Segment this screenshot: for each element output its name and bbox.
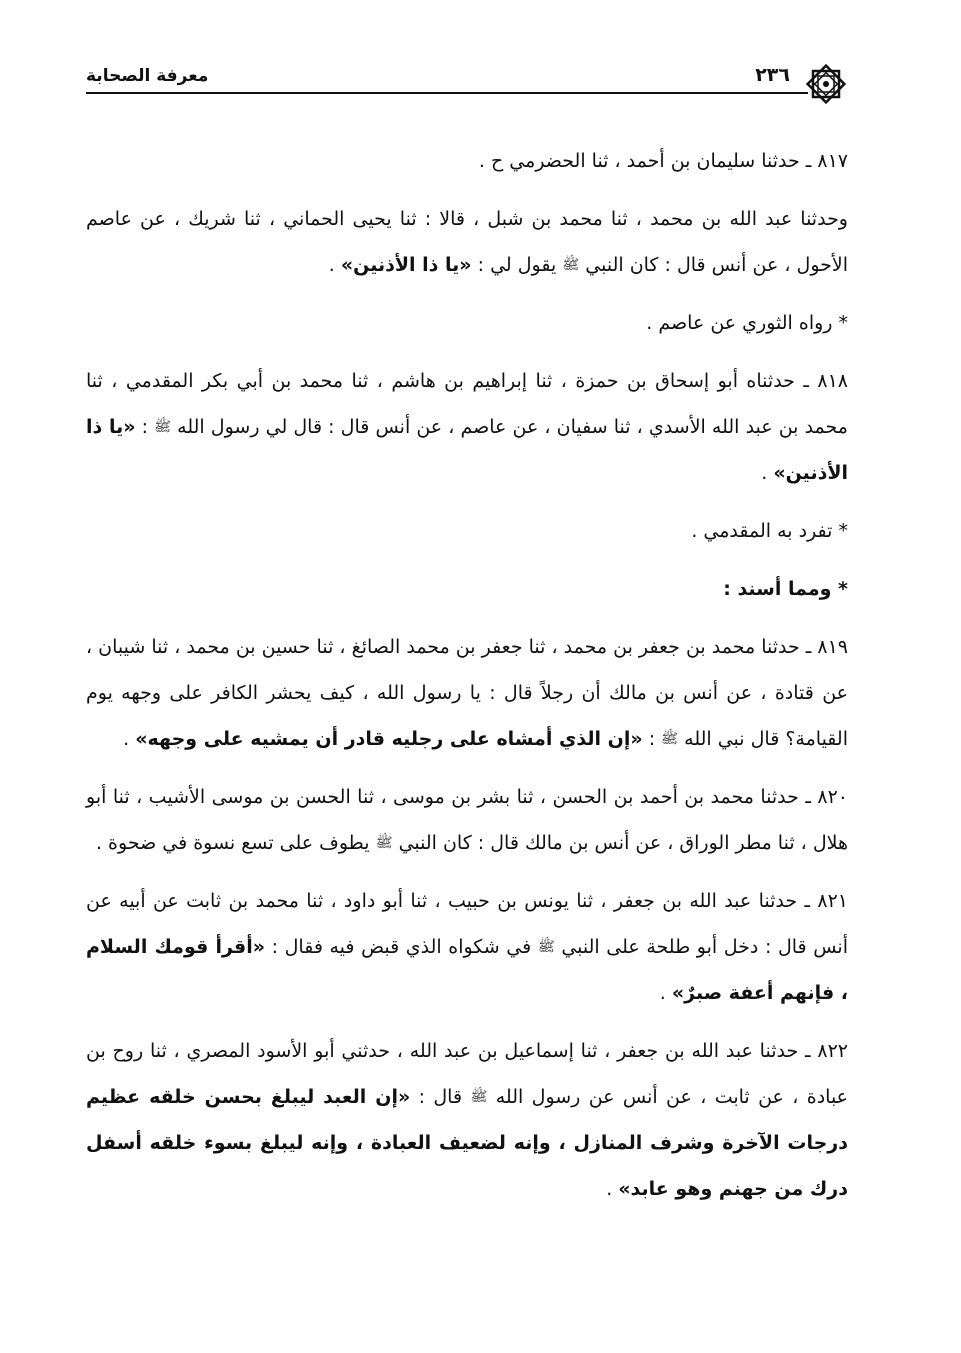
hadith-818: ٨١٨ ـ حدثناه أبو إسحاق بن حمزة ، ثنا إبراهيم بن هاشم ، ثنا محمد بن أبي بكر المقدمي ، ثنا محمد بن عبد الله الأسدي ، ثنا سفيان ، عن عاصم ، عن أنس قال : قال لي رسول الله ﷺ : «يا ذا الأذنين» . <box>86 370 848 484</box>
page-number: ٢٣٦ <box>755 64 790 86</box>
prophetic-quote: «إن العبد ليبلغ بحسن خلقه عظيم درجات الآخرة وشرف المنازل ، وإنه لضعيف العبادة ، وإنه ليبلغ بسوء خلقه أسفل درك من جهنم وهو عابد» <box>86 1086 848 1200</box>
salutation-glyph: ﷺ <box>375 835 393 851</box>
hadith-822: ٨٢٢ ـ حدثنا عبد الله بن جعفر ، ثنا إسماعيل بن عبد الله ، حدثني أبو الأسود المصري ، ثنا روح بن عبادة ، عن ثابت ، عن أنس عن رسول الله ﷺ قال : «إن العبد ليبلغ بحسن خلقه عظيم درجات الآخرة وشرف المنازل ، وإنه لضعيف العبادة ، وإنه ليبلغ بسوء خلقه أسفل درك من جهنم وهو عابد» . <box>86 1040 849 1200</box>
prophetic-quote: «أقرأ قومك السلام ، فإنهم أعفة صبرٌ» <box>86 936 848 1004</box>
prophetic-quote: «يا ذا الأذنين» <box>86 416 848 484</box>
salutation-glyph: ﷺ <box>537 939 555 955</box>
note-muqaddami: * تفرد به المقدمي . <box>691 520 848 542</box>
hadith-819: ٨١٩ ـ حدثنا محمد بن جعفر بن محمد ، ثنا جعفر بن محمد الصائغ ، ثنا حسين بن محمد ، ثنا شيبان ، عن قتادة ، عن أنس بن مالك أن رجلاً قال : يا رسول الله ، كيف يحشر الكافر على وجهه يوم القيامة؟ قال نبي الله ﷺ : «إن الذي أمشاه على رجليه قادر أن يمشيه على وجهه» . <box>86 636 848 750</box>
salutation-glyph: ﷺ <box>661 731 679 747</box>
prophetic-quote: «إن الذي أمشاه على رجليه قادر أن يمشيه على وجهه» <box>135 728 643 750</box>
page-body <box>86 138 848 1224</box>
header-rule <box>86 92 808 94</box>
hadith-821: ٨٢١ ـ حدثنا عبد الله بن جعفر ، ثنا يونس بن حبيب ، ثنا أبو داود ، ثنا محمد بن ثابت عن أبيه عن أنس قال : دخل أبو طلحة على النبي ﷺ في شكواه الذي قبض فيه فقال : «أقرأ قومك السلام ، فإنهم أعفة صبرٌ» . <box>86 890 848 1004</box>
hadith-817-text: وحدثنا عبد الله بن محمد ، ثنا محمد بن شبل ، قالا : ثنا يحيى الحماني ، ثنا شريك ، عن عاصم الأحول ، عن أنس قال : كان النبي ﷺ يقول لي : «يا ذا الأذنين» . <box>86 208 848 276</box>
prophetic-quote: «يا ذا الأذنين» <box>340 254 472 276</box>
section-heading: * ومما أسند : <box>723 578 848 600</box>
book-title: معرفة الصحابة <box>86 66 209 86</box>
salutation-glyph: ﷺ <box>470 1089 488 1105</box>
salutation-glyph: ﷺ <box>562 257 580 273</box>
star-ornament-icon <box>804 62 848 106</box>
note-thawri: * رواه الثوري عن عاصم . <box>646 312 848 334</box>
hadith-817-chain: ٨١٧ ـ حدثنا سليمان بن أحمد ، ثنا الحضرمي ح . <box>478 150 848 172</box>
page-header <box>86 62 848 104</box>
hadith-820: ٨٢٠ ـ حدثنا محمد بن أحمد بن الحسن ، ثنا بشر بن موسى ، ثنا الحسن بن موسى الأشيب ، ثنا أبو هلال ، ثنا مطر الوراق ، عن أنس بن مالك قال : كان النبي ﷺ يطوف على تسع نسوة في ضحوة . <box>86 786 848 854</box>
salutation-glyph: ﷺ <box>154 419 172 435</box>
